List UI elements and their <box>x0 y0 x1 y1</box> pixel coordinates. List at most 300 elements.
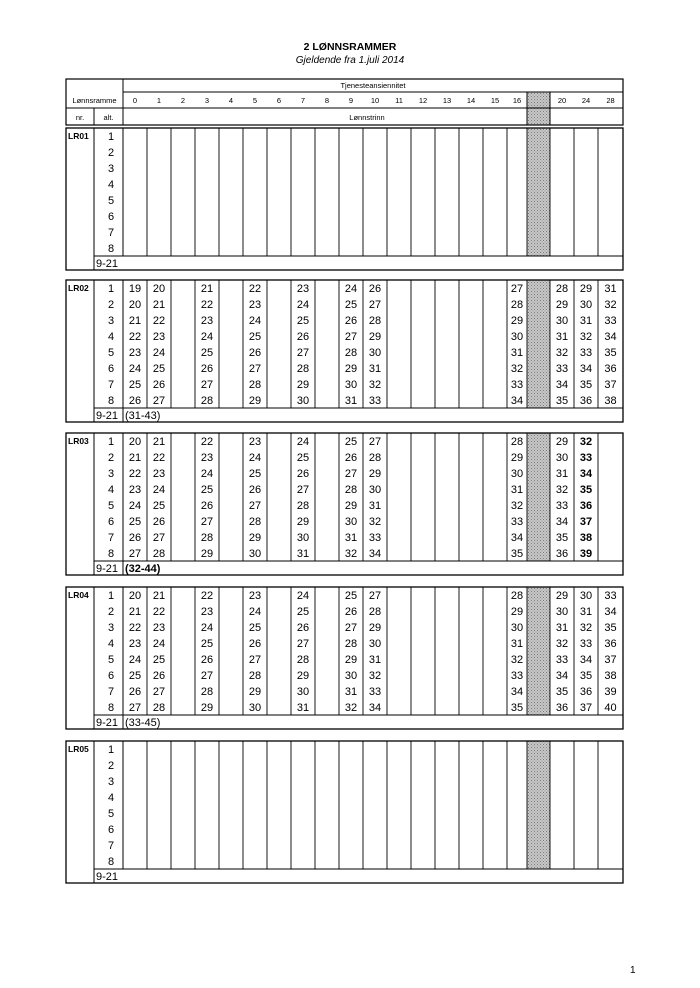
salary-step-cell: 24 <box>200 331 214 343</box>
alt-number: 7 <box>107 686 115 698</box>
alt-number: 7 <box>107 227 115 239</box>
salary-step-cell: 30 <box>555 606 569 618</box>
salary-step-cell: 21 <box>128 452 142 464</box>
salary-step-cell: 35 <box>604 622 617 634</box>
salary-step-cell: 23 <box>248 299 262 311</box>
alt-number: 7 <box>107 532 115 544</box>
salary-step-cell: 30 <box>344 379 358 391</box>
salary-step-cell: 27 <box>344 331 358 343</box>
alt-number: 3 <box>107 622 115 634</box>
alt-number: 7 <box>107 840 115 852</box>
salary-step-cell: 31 <box>368 654 382 666</box>
salary-step-cell: 22 <box>200 590 214 602</box>
alt-number: 4 <box>107 638 115 650</box>
alt-number: 8 <box>107 395 115 407</box>
salary-step-cell: 21 <box>152 436 166 448</box>
salary-step-cell: 36 <box>579 686 593 698</box>
salary-step-cell: 30 <box>248 702 262 714</box>
salary-step-cell: 27 <box>368 436 382 448</box>
salary-step-cell: 23 <box>248 590 262 602</box>
alt-number: 6 <box>107 211 115 223</box>
salary-step-cell: 23 <box>152 622 166 634</box>
column-header: 5 <box>252 96 258 105</box>
header-step-label: Lønnstrinn <box>349 113 385 122</box>
salary-step-cell: 27 <box>152 532 166 544</box>
salary-step-cell: 32 <box>510 500 524 512</box>
alt-number: 6 <box>107 363 115 375</box>
salary-step-cell: 37 <box>579 702 593 714</box>
footer-range: (32-44) <box>125 563 161 575</box>
frame-id: LR02 <box>68 283 89 293</box>
salary-step-cell: 29 <box>510 315 524 327</box>
salary-step-cell: 38 <box>579 532 593 544</box>
column-header: 14 <box>466 96 476 105</box>
salary-step-cell: 29 <box>555 436 569 448</box>
salary-step-cell: 35 <box>555 395 569 407</box>
salary-step-cell: 36 <box>579 395 593 407</box>
column-header: 13 <box>442 96 452 105</box>
salary-step-cell: 22 <box>200 299 214 311</box>
column-header: 12 <box>418 96 428 105</box>
salary-step-cell: 27 <box>200 516 214 528</box>
alt-number: 2 <box>107 606 115 618</box>
salary-step-cell: 28 <box>200 686 214 698</box>
salary-step-cell: 30 <box>510 468 524 480</box>
salary-step-cell: 35 <box>555 686 569 698</box>
salary-step-cell: 29 <box>296 670 310 682</box>
salary-step-cell: 36 <box>555 702 569 714</box>
salary-step-cell: 27 <box>510 283 524 295</box>
salary-step-cell: 24 <box>128 363 142 375</box>
salary-step-cell: 22 <box>128 468 142 480</box>
salary-step-cell: 33 <box>579 452 593 464</box>
salary-step-cell: 27 <box>152 395 166 407</box>
salary-step-cell: 30 <box>344 516 358 528</box>
salary-step-cell: 24 <box>152 638 166 650</box>
alt-number: 8 <box>107 702 115 714</box>
frame-id: LR04 <box>68 590 89 600</box>
salary-step-cell: 26 <box>344 452 358 464</box>
salary-step-cell: 21 <box>128 606 142 618</box>
alt-number: 1 <box>107 436 115 448</box>
salary-step-cell: 29 <box>555 590 569 602</box>
salary-step-cell: 30 <box>248 548 262 560</box>
salary-step-cell: 34 <box>579 363 593 375</box>
salary-step-cell: 29 <box>200 702 214 714</box>
salary-step-cell: 26 <box>152 670 166 682</box>
salary-step-cell: 32 <box>579 622 593 634</box>
salary-step-cell: 32 <box>604 299 617 311</box>
salary-step-cell: 31 <box>510 484 524 496</box>
salary-step-cell: 21 <box>152 299 166 311</box>
salary-step-cell: 32 <box>555 347 569 359</box>
salary-step-cell: 28 <box>368 315 382 327</box>
salary-step-cell: 25 <box>296 452 310 464</box>
salary-step-cell: 32 <box>344 702 358 714</box>
salary-step-cell: 25 <box>152 363 166 375</box>
salary-step-cell: 27 <box>344 468 358 480</box>
salary-step-cell: 23 <box>200 315 214 327</box>
salary-step-cell: 25 <box>128 670 142 682</box>
salary-step-cell: 28 <box>200 532 214 544</box>
salary-step-cell: 35 <box>510 548 524 560</box>
alt-number: 7 <box>107 379 115 391</box>
salary-step-cell: 27 <box>128 702 142 714</box>
salary-step-cell: 32 <box>368 379 382 391</box>
salary-step-cell: 26 <box>128 686 142 698</box>
salary-step-cell: 24 <box>296 590 310 602</box>
column-header: 3 <box>204 96 210 105</box>
salary-step-cell: 33 <box>510 516 524 528</box>
salary-step-cell: 29 <box>344 654 358 666</box>
footer-range: (33-45) <box>125 717 161 729</box>
footer-alt: 9-21 <box>96 563 119 575</box>
salary-step-cell: 30 <box>555 452 569 464</box>
salary-step-cell: 26 <box>152 516 166 528</box>
page-title: 2 LØNNSRAMMER <box>303 41 397 53</box>
salary-step-cell: 32 <box>510 654 524 666</box>
salary-step-cell: 30 <box>579 590 593 602</box>
salary-step-cell: 30 <box>296 686 310 698</box>
salary-step-cell: 34 <box>604 606 617 618</box>
salary-step-cell: 30 <box>344 670 358 682</box>
alt-number: 4 <box>107 179 115 191</box>
salary-step-cell: 26 <box>296 468 310 480</box>
column-header: 6 <box>276 96 282 105</box>
salary-step-cell: 23 <box>152 468 166 480</box>
column-header: 4 <box>228 96 234 105</box>
salary-step-cell: 31 <box>296 702 310 714</box>
salary-step-cell: 24 <box>128 654 142 666</box>
alt-number: 5 <box>107 500 115 512</box>
alt-number: 2 <box>107 299 115 311</box>
salary-step-cell: 35 <box>579 670 593 682</box>
salary-step-cell: 32 <box>344 548 358 560</box>
salary-step-cell: 29 <box>248 686 262 698</box>
salary-step-cell: 31 <box>344 532 358 544</box>
salary-step-cell: 33 <box>579 638 593 650</box>
salary-step-cell: 26 <box>344 315 358 327</box>
alt-number: 5 <box>107 347 115 359</box>
footer-alt: 9-21 <box>96 871 119 883</box>
salary-step-cell: 31 <box>555 622 569 634</box>
salary-step-cell: 30 <box>296 395 310 407</box>
salary-step-cell: 32 <box>579 436 593 448</box>
column-header: 28 <box>606 96 615 105</box>
salary-step-cell: 25 <box>344 436 358 448</box>
alt-number: 8 <box>107 856 115 868</box>
salary-step-cell: 27 <box>152 686 166 698</box>
salary-step-cell: 28 <box>555 283 569 295</box>
salary-step-cell: 21 <box>128 315 142 327</box>
salary-step-cell: 34 <box>510 395 524 407</box>
salary-step-cell: 25 <box>152 654 166 666</box>
salary-step-cell: 34 <box>368 702 382 714</box>
salary-step-cell: 26 <box>200 363 214 375</box>
salary-step-cell: 31 <box>604 283 617 295</box>
salary-step-cell: 20 <box>152 283 166 295</box>
salary-step-cell: 34 <box>555 379 569 391</box>
salary-step-cell: 25 <box>248 622 262 634</box>
salary-step-cell: 23 <box>152 331 166 343</box>
salary-step-cell: 37 <box>604 379 617 391</box>
footer-alt: 9-21 <box>96 410 119 422</box>
salary-step-cell: 34 <box>579 654 593 666</box>
salary-step-cell: 28 <box>152 548 166 560</box>
salary-step-cell: 29 <box>368 468 382 480</box>
salary-step-cell: 24 <box>344 283 358 295</box>
salary-step-cell: 36 <box>555 548 569 560</box>
alt-number: 6 <box>107 670 115 682</box>
salary-step-cell: 34 <box>579 468 593 480</box>
page-subtitle: Gjeldende fra 1.juli 2014 <box>295 55 405 66</box>
salary-step-cell: 38 <box>604 395 617 407</box>
salary-step-cell: 27 <box>296 347 310 359</box>
salary-step-cell: 29 <box>344 500 358 512</box>
salary-step-cell: 26 <box>344 606 358 618</box>
salary-step-cell: 34 <box>604 331 617 343</box>
salary-step-cell: 32 <box>368 670 382 682</box>
salary-step-cell: 28 <box>296 654 310 666</box>
salary-step-cell: 25 <box>296 606 310 618</box>
salary-step-cell: 29 <box>368 331 382 343</box>
alt-number: 2 <box>107 760 115 772</box>
salary-step-cell: 26 <box>200 500 214 512</box>
salary-step-cell: 30 <box>368 484 382 496</box>
salary-step-cell: 24 <box>296 436 310 448</box>
salary-step-cell: 26 <box>128 395 142 407</box>
alt-number: 1 <box>107 744 115 756</box>
column-header: 11 <box>395 96 403 105</box>
alt-number: 8 <box>107 548 115 560</box>
column-header: 1 <box>156 96 162 105</box>
alt-number: 6 <box>107 516 115 528</box>
salary-step-cell: 38 <box>604 670 617 682</box>
salary-step-cell: 23 <box>128 484 142 496</box>
salary-step-cell: 25 <box>248 468 262 480</box>
salary-step-cell: 30 <box>296 532 310 544</box>
alt-number: 4 <box>107 792 115 804</box>
salary-step-cell: 33 <box>368 395 382 407</box>
salary-step-cell: 37 <box>579 516 593 528</box>
salary-step-cell: 29 <box>296 516 310 528</box>
header-nr-label: nr. <box>75 113 85 122</box>
alt-number: 6 <box>107 824 115 836</box>
salary-step-cell: 28 <box>344 347 358 359</box>
salary-step-cell: 23 <box>200 452 214 464</box>
salary-step-cell: 22 <box>152 452 166 464</box>
salary-step-cell: 29 <box>510 606 524 618</box>
alt-number: 2 <box>107 147 115 159</box>
salary-step-cell: 25 <box>152 500 166 512</box>
salary-step-cell: 28 <box>296 363 310 375</box>
alt-number: 2 <box>107 452 115 464</box>
salary-step-cell: 30 <box>510 622 524 634</box>
salary-step-cell: 28 <box>344 638 358 650</box>
column-header: 10 <box>370 96 380 105</box>
salary-step-cell: 28 <box>510 299 524 311</box>
alt-number: 1 <box>107 590 115 602</box>
salary-step-cell: 26 <box>200 654 214 666</box>
salary-step-cell: 29 <box>368 622 382 634</box>
salary-step-cell: 31 <box>510 347 524 359</box>
salary-step-cell: 22 <box>128 331 142 343</box>
salary-step-cell: 35 <box>579 379 593 391</box>
salary-step-cell: 23 <box>128 347 142 359</box>
salary-step-cell: 20 <box>128 590 142 602</box>
salary-step-cell: 28 <box>344 484 358 496</box>
salary-step-cell: 20 <box>128 436 142 448</box>
salary-step-cell: 24 <box>152 347 166 359</box>
alt-number: 4 <box>107 484 115 496</box>
salary-step-cell: 34 <box>555 670 569 682</box>
salary-step-cell: 34 <box>510 532 524 544</box>
salary-step-cell: 29 <box>200 548 214 560</box>
salary-step-cell: 34 <box>368 548 382 560</box>
alt-number: 5 <box>107 808 115 820</box>
salary-step-cell: 27 <box>248 363 262 375</box>
salary-step-cell: 35 <box>604 347 617 359</box>
salary-step-cell: 25 <box>248 331 262 343</box>
salary-step-cell: 36 <box>604 638 617 650</box>
salary-step-cell: 33 <box>555 363 569 375</box>
salary-step-cell: 28 <box>200 395 214 407</box>
salary-step-cell: 28 <box>152 702 166 714</box>
column-header: 24 <box>581 96 591 105</box>
salary-step-cell: 26 <box>248 484 262 496</box>
salary-step-cell: 25 <box>128 516 142 528</box>
salary-step-cell: 22 <box>128 622 142 634</box>
salary-step-cell: 31 <box>368 363 382 375</box>
salary-step-cell: 27 <box>296 484 310 496</box>
salary-step-cell: 32 <box>510 363 524 375</box>
salary-step-cell: 33 <box>368 532 382 544</box>
salary-step-cell: 21 <box>200 283 214 295</box>
salary-step-cell: 27 <box>368 590 382 602</box>
alt-number: 5 <box>107 654 115 666</box>
salary-step-cell: 22 <box>152 606 166 618</box>
header-frame-label: Lønnsramme <box>72 96 117 105</box>
salary-step-cell: 25 <box>200 347 214 359</box>
salary-step-cell: 24 <box>152 484 166 496</box>
alt-number: 5 <box>107 195 115 207</box>
salary-step-cell: 35 <box>555 532 569 544</box>
footer-range: (31-43) <box>125 410 161 422</box>
alt-number: 3 <box>107 315 115 327</box>
salary-step-cell: 37 <box>604 654 617 666</box>
salary-step-cell: 26 <box>296 331 310 343</box>
salary-step-cell: 27 <box>344 622 358 634</box>
salary-step-cell: 28 <box>248 670 262 682</box>
frame-id: LR05 <box>68 744 89 754</box>
salary-step-cell: 33 <box>510 379 524 391</box>
salary-step-cell: 33 <box>510 670 524 682</box>
alt-number: 8 <box>107 243 115 255</box>
salary-step-cell: 29 <box>344 363 358 375</box>
salary-step-cell: 31 <box>579 315 593 327</box>
salary-step-cell: 22 <box>200 436 214 448</box>
salary-step-cell: 27 <box>296 638 310 650</box>
salary-step-cell: 36 <box>604 363 617 375</box>
salary-step-cell: 29 <box>296 379 310 391</box>
salary-step-cell: 29 <box>248 395 262 407</box>
salary-step-cell: 31 <box>344 395 358 407</box>
salary-step-cell: 28 <box>248 516 262 528</box>
header-group-label: Tjenesteansiennitet <box>340 81 406 90</box>
salary-step-cell: 24 <box>200 622 214 634</box>
salary-step-cell: 25 <box>128 379 142 391</box>
salary-step-cell: 26 <box>248 638 262 650</box>
salary-step-cell: 25 <box>344 590 358 602</box>
salary-step-cell: 29 <box>248 532 262 544</box>
column-header: 16 <box>512 96 522 105</box>
salary-step-cell: 28 <box>368 452 382 464</box>
salary-step-cell: 29 <box>555 299 569 311</box>
frame-id: LR03 <box>68 436 89 446</box>
salary-step-cell: 30 <box>579 299 593 311</box>
salary-step-cell: 26 <box>296 622 310 634</box>
salary-step-cell: 24 <box>248 606 262 618</box>
column-header: 9 <box>348 96 354 105</box>
salary-step-cell: 24 <box>296 299 310 311</box>
column-header: 20 <box>557 96 567 105</box>
salary-step-cell: 31 <box>579 606 593 618</box>
salary-step-cell: 24 <box>200 468 214 480</box>
salary-step-cell: 33 <box>555 654 569 666</box>
salary-step-cell: 25 <box>344 299 358 311</box>
salary-step-cell: 31 <box>368 500 382 512</box>
salary-step-cell: 27 <box>128 548 142 560</box>
salary-step-cell: 30 <box>368 638 382 650</box>
salary-step-cell: 33 <box>604 590 617 602</box>
salary-step-cell: 33 <box>604 315 617 327</box>
column-header: 2 <box>180 96 186 105</box>
salary-step-cell: 33 <box>368 686 382 698</box>
header-alt-label: alt. <box>103 113 114 122</box>
salary-step-cell: 26 <box>128 532 142 544</box>
salary-step-cell: 34 <box>510 686 524 698</box>
salary-step-cell: 39 <box>604 686 617 698</box>
alt-number: 4 <box>107 331 115 343</box>
salary-step-cell: 28 <box>248 379 262 391</box>
salary-step-cell: 28 <box>510 590 524 602</box>
column-header: 7 <box>300 96 306 105</box>
salary-step-cell: 32 <box>579 331 593 343</box>
salary-step-cell: 29 <box>510 452 524 464</box>
footer-alt: 9-21 <box>96 717 119 729</box>
salary-step-cell: 35 <box>510 702 524 714</box>
salary-step-cell: 28 <box>296 500 310 512</box>
salary-step-cell: 20 <box>128 299 142 311</box>
salary-step-cell: 39 <box>579 548 593 560</box>
salary-step-cell: 24 <box>248 315 262 327</box>
salary-step-cell: 23 <box>296 283 310 295</box>
salary-step-cell: 32 <box>368 516 382 528</box>
column-header: 8 <box>324 96 330 105</box>
salary-step-cell: 31 <box>344 686 358 698</box>
salary-step-cell: 22 <box>152 315 166 327</box>
salary-step-cell: 23 <box>200 606 214 618</box>
salary-step-cell: 31 <box>555 331 569 343</box>
salary-step-cell: 31 <box>555 468 569 480</box>
column-header: 15 <box>490 96 500 105</box>
salary-step-cell: 28 <box>368 606 382 618</box>
salary-step-cell: 27 <box>248 500 262 512</box>
salary-step-cell: 25 <box>200 638 214 650</box>
salary-step-cell: 33 <box>555 500 569 512</box>
salary-step-cell: 26 <box>368 283 382 295</box>
salary-step-cell: 24 <box>128 500 142 512</box>
